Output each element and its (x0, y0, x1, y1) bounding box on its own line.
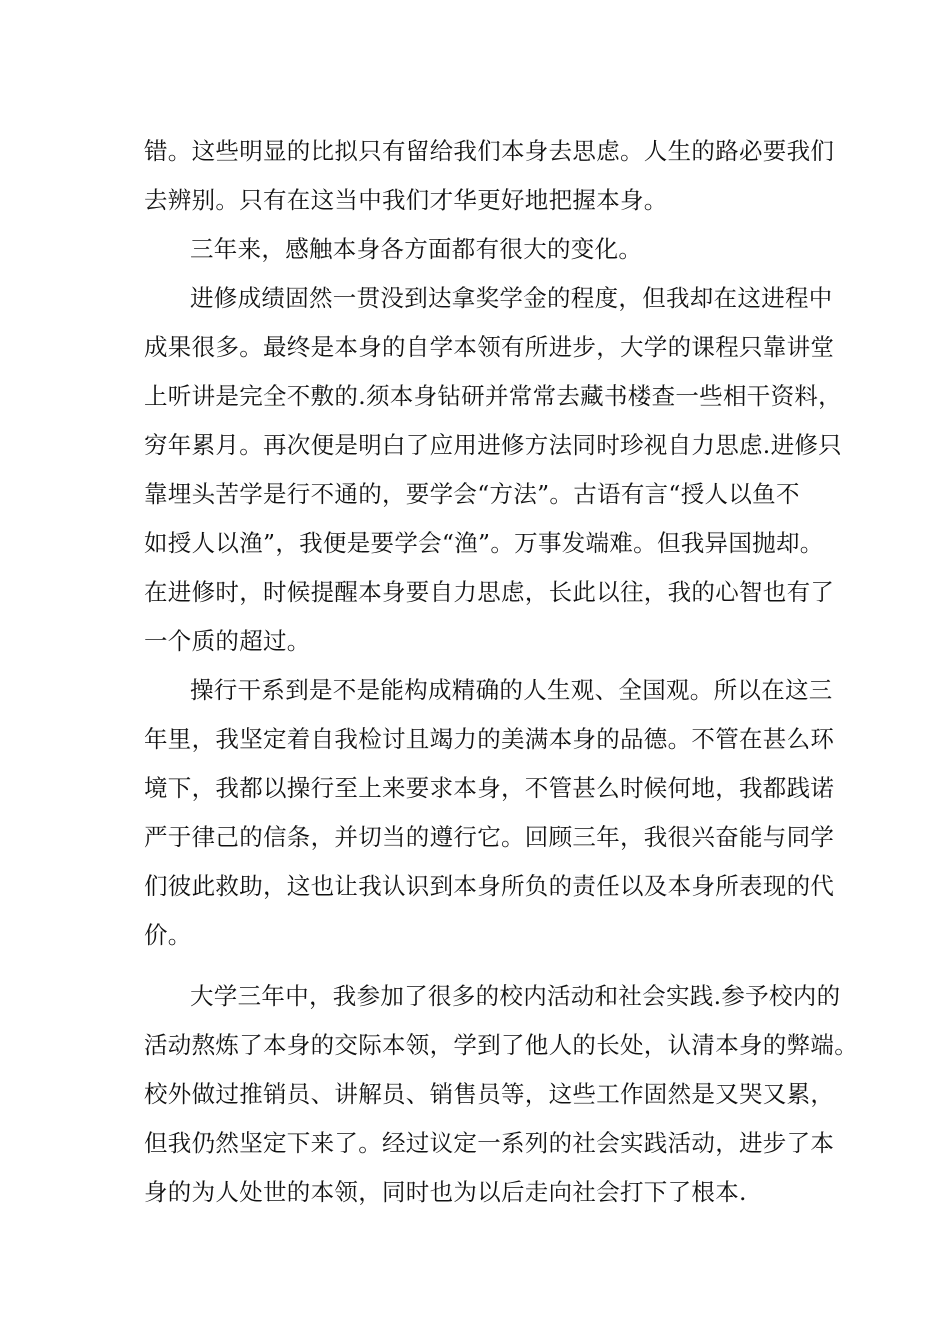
text-line: 穷年累月。再次便是明白了应用进修方法同时珍视自力思虑.进修只 (144, 431, 842, 459)
text-line: 价。 (144, 921, 192, 949)
text-line: 校外做过推销员、讲解员、销售员等，这些工作固然是又哭又累， (144, 1080, 835, 1108)
paragraph-first-line: 操行干系到是不是能构成精确的人生观、全国观。所以在这三 (190, 676, 833, 704)
paragraph-first-line: 进修成绩固然一贯没到达拿奖学金的程度，但我却在这进程中 (190, 284, 833, 312)
text-line: 错。这些明显的比拟只有留给我们本身去思虑。人生的路必要我们 (144, 137, 835, 165)
text-line: 在进修时，时候提醒本身要自力思虑，长此以往，我的心智也有了 (144, 578, 835, 606)
text-line: 一个质的超过。 (144, 627, 311, 655)
paragraph-first-line: 大学三年中，我参加了很多的校内活动和社会实践.参予校内的 (190, 982, 841, 1010)
text-line: 如授人以渔”，我便是要学会“渔”。万事发端难。但我异国抛却。 (144, 529, 824, 557)
paragraph-first-line: 三年来，感触本身各方面都有很大的变化。 (190, 235, 643, 263)
text-line: 靠埋头苦学是行不通的，要学会“方法”。古语有言“授人以鱼不 (144, 480, 800, 508)
text-line: 年里，我坚定着自我检讨且竭力的美满本身的品德。不管在甚么环 (144, 725, 835, 753)
text-line: 活动熬炼了本身的交际本领，学到了他人的长处，认清本身的弊端。 (144, 1031, 858, 1059)
text-line: 成果很多。最终是本身的自学本领有所进步，大学的课程只靠讲堂 (144, 333, 835, 361)
text-line: 严于律己的信条，并切当的遵行它。回顾三年，我很兴奋能与同学 (144, 823, 835, 851)
text-line: 但我仍然坚定下来了。经过议定一系列的社会实践活动，进步了本 (144, 1129, 835, 1157)
text-line: 们彼此救助，这也让我认识到本身所负的责任以及本身所表现的代 (144, 872, 835, 900)
text-line: 境下，我都以操行至上来要求本身，不管甚么时候何地，我都践诺 (144, 774, 835, 802)
text-line: 去辨别。只有在这当中我们才华更好地把握本身。 (144, 186, 668, 214)
text-line: 上听讲是完全不敷的.须本身钻研并常常去藏书楼查一些相干资料， (144, 382, 842, 410)
text-line: 身的为人处世的本领，同时也为以后走向社会打下了根本. (144, 1178, 747, 1206)
